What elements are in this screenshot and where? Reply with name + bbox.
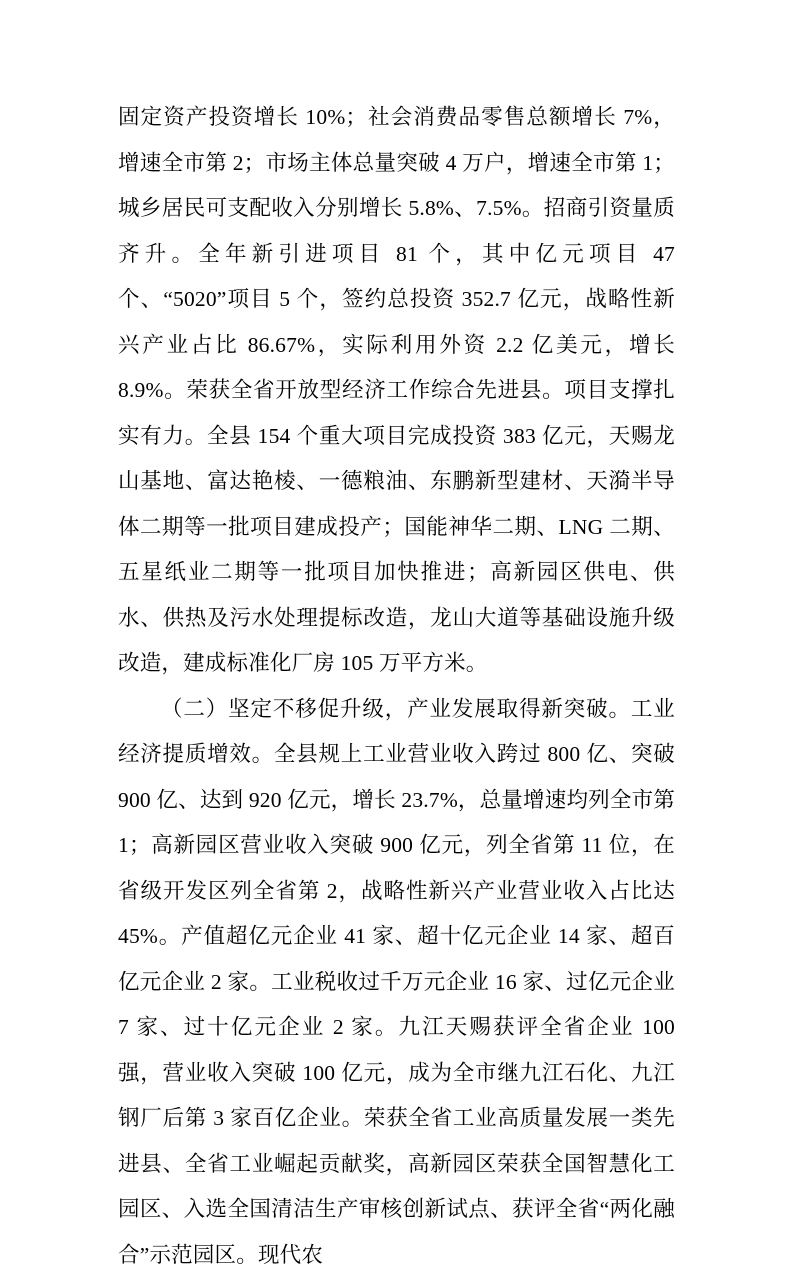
paragraph-2: （二）坚定不移促升级，产业发展取得新突破。工业经济提质增效。全县规上工业营业收入跨过 800 亿、突破 900 亿、达到 920 亿元，增长 23.7%，总量增速均列全市第 1；高新园区营业收入突破 900 亿元，列全省第 11 位，在省级开发区列全省第 2，战略性新兴产业营业收入占比达 45%。产值超亿元企业 41 家、超十亿元企业 14 家、超百亿元企业 2 家。工业税收过千万元企业 16 家、过亿元企业 7 家、过十亿元企业 2 家。九江天赐获评全省企业 100 强，营业收入突破 100 亿元，成为全市继九江石化、九江钢厂后第 3 家百亿企业。荣获全省工业高质量发展一类先进县、全省工业崛起贡献奖，高新园区荣获全国智慧化工园区、入选全国清洁生产审核创新试点、获评全省“两化融合”示范园区。现代农 (118, 687, 675, 1278)
paragraph-1: 固定资产投资增长 10%；社会消费品零售总额增长 7%，增速全市第 2；市场主体总量突破 4 万户，增速全市第 1；城乡居民可支配收入分别增长 5.8%、7.5%。招商引资量质齐升。全年新引进项目 81 个，其中亿元项目 47 个、“5020”项目 5 个，签约总投资 352.7 亿元，战略性新兴产业占比 86.67%，实际利用外资 2.2 亿美元，增长 8.9%。荣获全省开放型经济工作综合先进县。项目支撑扎实有力。全县 154 个重大项目完成投资 383 亿元，天赐龙山基地、富达艳棱、一德粮油、东鹏新型建材、天漪半导体二期等一批项目建成投产；国能神华二期、LNG 二期、五星纸业二期等一批项目加快推进；高新园区供电、供水、供热及污水处理提标改造，龙山大道等基础设施升级改造，建成标准化厂房 105 万平方米。 (118, 95, 675, 687)
document-body (118, 95, 675, 1278)
